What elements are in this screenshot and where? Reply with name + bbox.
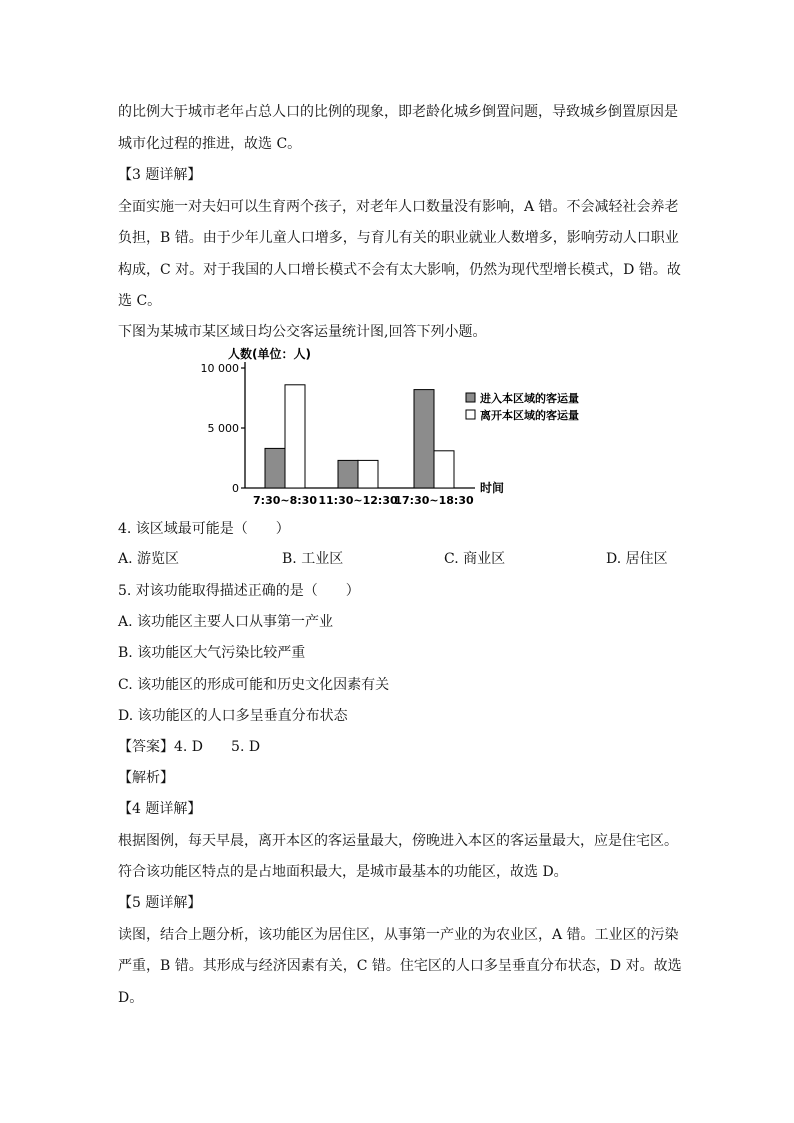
q4-option-d: D. 居住区 [606,551,668,567]
bar-leaving-3 [434,451,454,488]
bar-leaving-2 [358,460,378,488]
q5-option-a: A. 该功能区主要人口从事第一产业 [118,614,334,630]
x-axis-label: 时间 [480,481,505,495]
q4-detail-line-1: 根据图例，每天早晨，离开本区的客运量最大，傍晚进入本区的客运量最大，应是住宅区。 [118,833,678,849]
q4-option-c: C. 商业区 [444,551,506,567]
q5-detail-heading: 【5 题详解】 [118,895,202,911]
legend-swatch-1 [466,393,475,402]
bar-entering-2 [338,460,358,488]
q3-detail-heading: 【3 题详解】 [118,167,202,183]
answer-line: 【答案】4. D 5. D [118,739,261,755]
analysis-heading: 【解析】 [118,770,174,786]
bar-entering-3 [414,390,434,488]
legend-label-2: 离开本区域的客运量 [480,409,579,422]
paragraph-line-3: 全面实施一对夫妇可以生育两个孩子，对老年人口数量没有影响，A 错。不会减轻社会养老 [118,199,679,215]
paragraph-line-5: 构成，C 对。对于我国的人口增长模式不会有太大影响，仍然为现代型增长模式，D 错。故 [118,262,681,278]
x-category-label: 7:30~8:30 [253,494,317,507]
paragraph-line-6: 选 C。 [118,293,162,309]
bar-entering-1 [265,448,285,488]
q5-detail-line-1: 读图，结合上题分析，该功能区为居住区，从事第一产业的为农业区，A 错。工业区的污染 [118,927,679,943]
q5-detail-line-3: D。 [118,990,144,1006]
q5-option-d: D. 该功能区的人口多呈垂直分布状态 [118,708,348,724]
q4-option-b: B. 工业区 [282,551,344,567]
paragraph-line-2: 城市化过程的推进，故选 C。 [118,136,302,152]
y-tick-label: 5 000 [207,422,239,435]
question-4-stem: 4. 该区域最可能是（ ） [118,521,290,537]
legend-label-1: 进入本区域的客运量 [480,392,579,405]
legend-swatch-2 [466,410,475,419]
q5-option-c: C. 该功能区的形成可能和历史文化因素有关 [118,677,390,693]
q5-option-b: B. 该功能区大气污染比较严重 [118,645,306,661]
paragraph-line-4: 负担，B 错。由于少年儿童人口增多，与育儿有关的职业就业人数增多，影响劳动人口职业 [118,230,679,246]
q4-detail-line-2: 符合该功能区特点的是占地面积最大，是城市最基本的功能区，故选 D。 [118,864,568,880]
q4-detail-heading: 【4 题详解】 [118,801,202,817]
y-tick-label: 0 [232,482,239,495]
bar-leaving-1 [285,385,305,488]
x-category-label: 11:30~12:30 [318,494,398,507]
q4-option-a: A. 游览区 [118,551,180,567]
x-category-label: 17:30~18:30 [394,494,474,507]
y-axis-label: 人数(单位：人) [228,347,311,361]
q5-detail-line-2: 严重，B 错。其形成与经济因素有关，C 错。住宅区的人口多呈垂直分布状态，D 对。故选 [118,958,682,974]
chart-intro: 下图为某城市某区域日均公交客运量统计图,回答下列小题。 [118,324,487,340]
passenger-volume-bar-chart [200,342,620,512]
paragraph-line-1: 的比例大于城市老年占总人口的比例的现象，即老龄化城乡倒置问题，导致城乡倒置原因是 [118,104,678,120]
y-tick-label: 10 000 [200,362,239,375]
question-5-stem: 5. 对该功能取得描述正确的是（ ） [118,583,360,599]
